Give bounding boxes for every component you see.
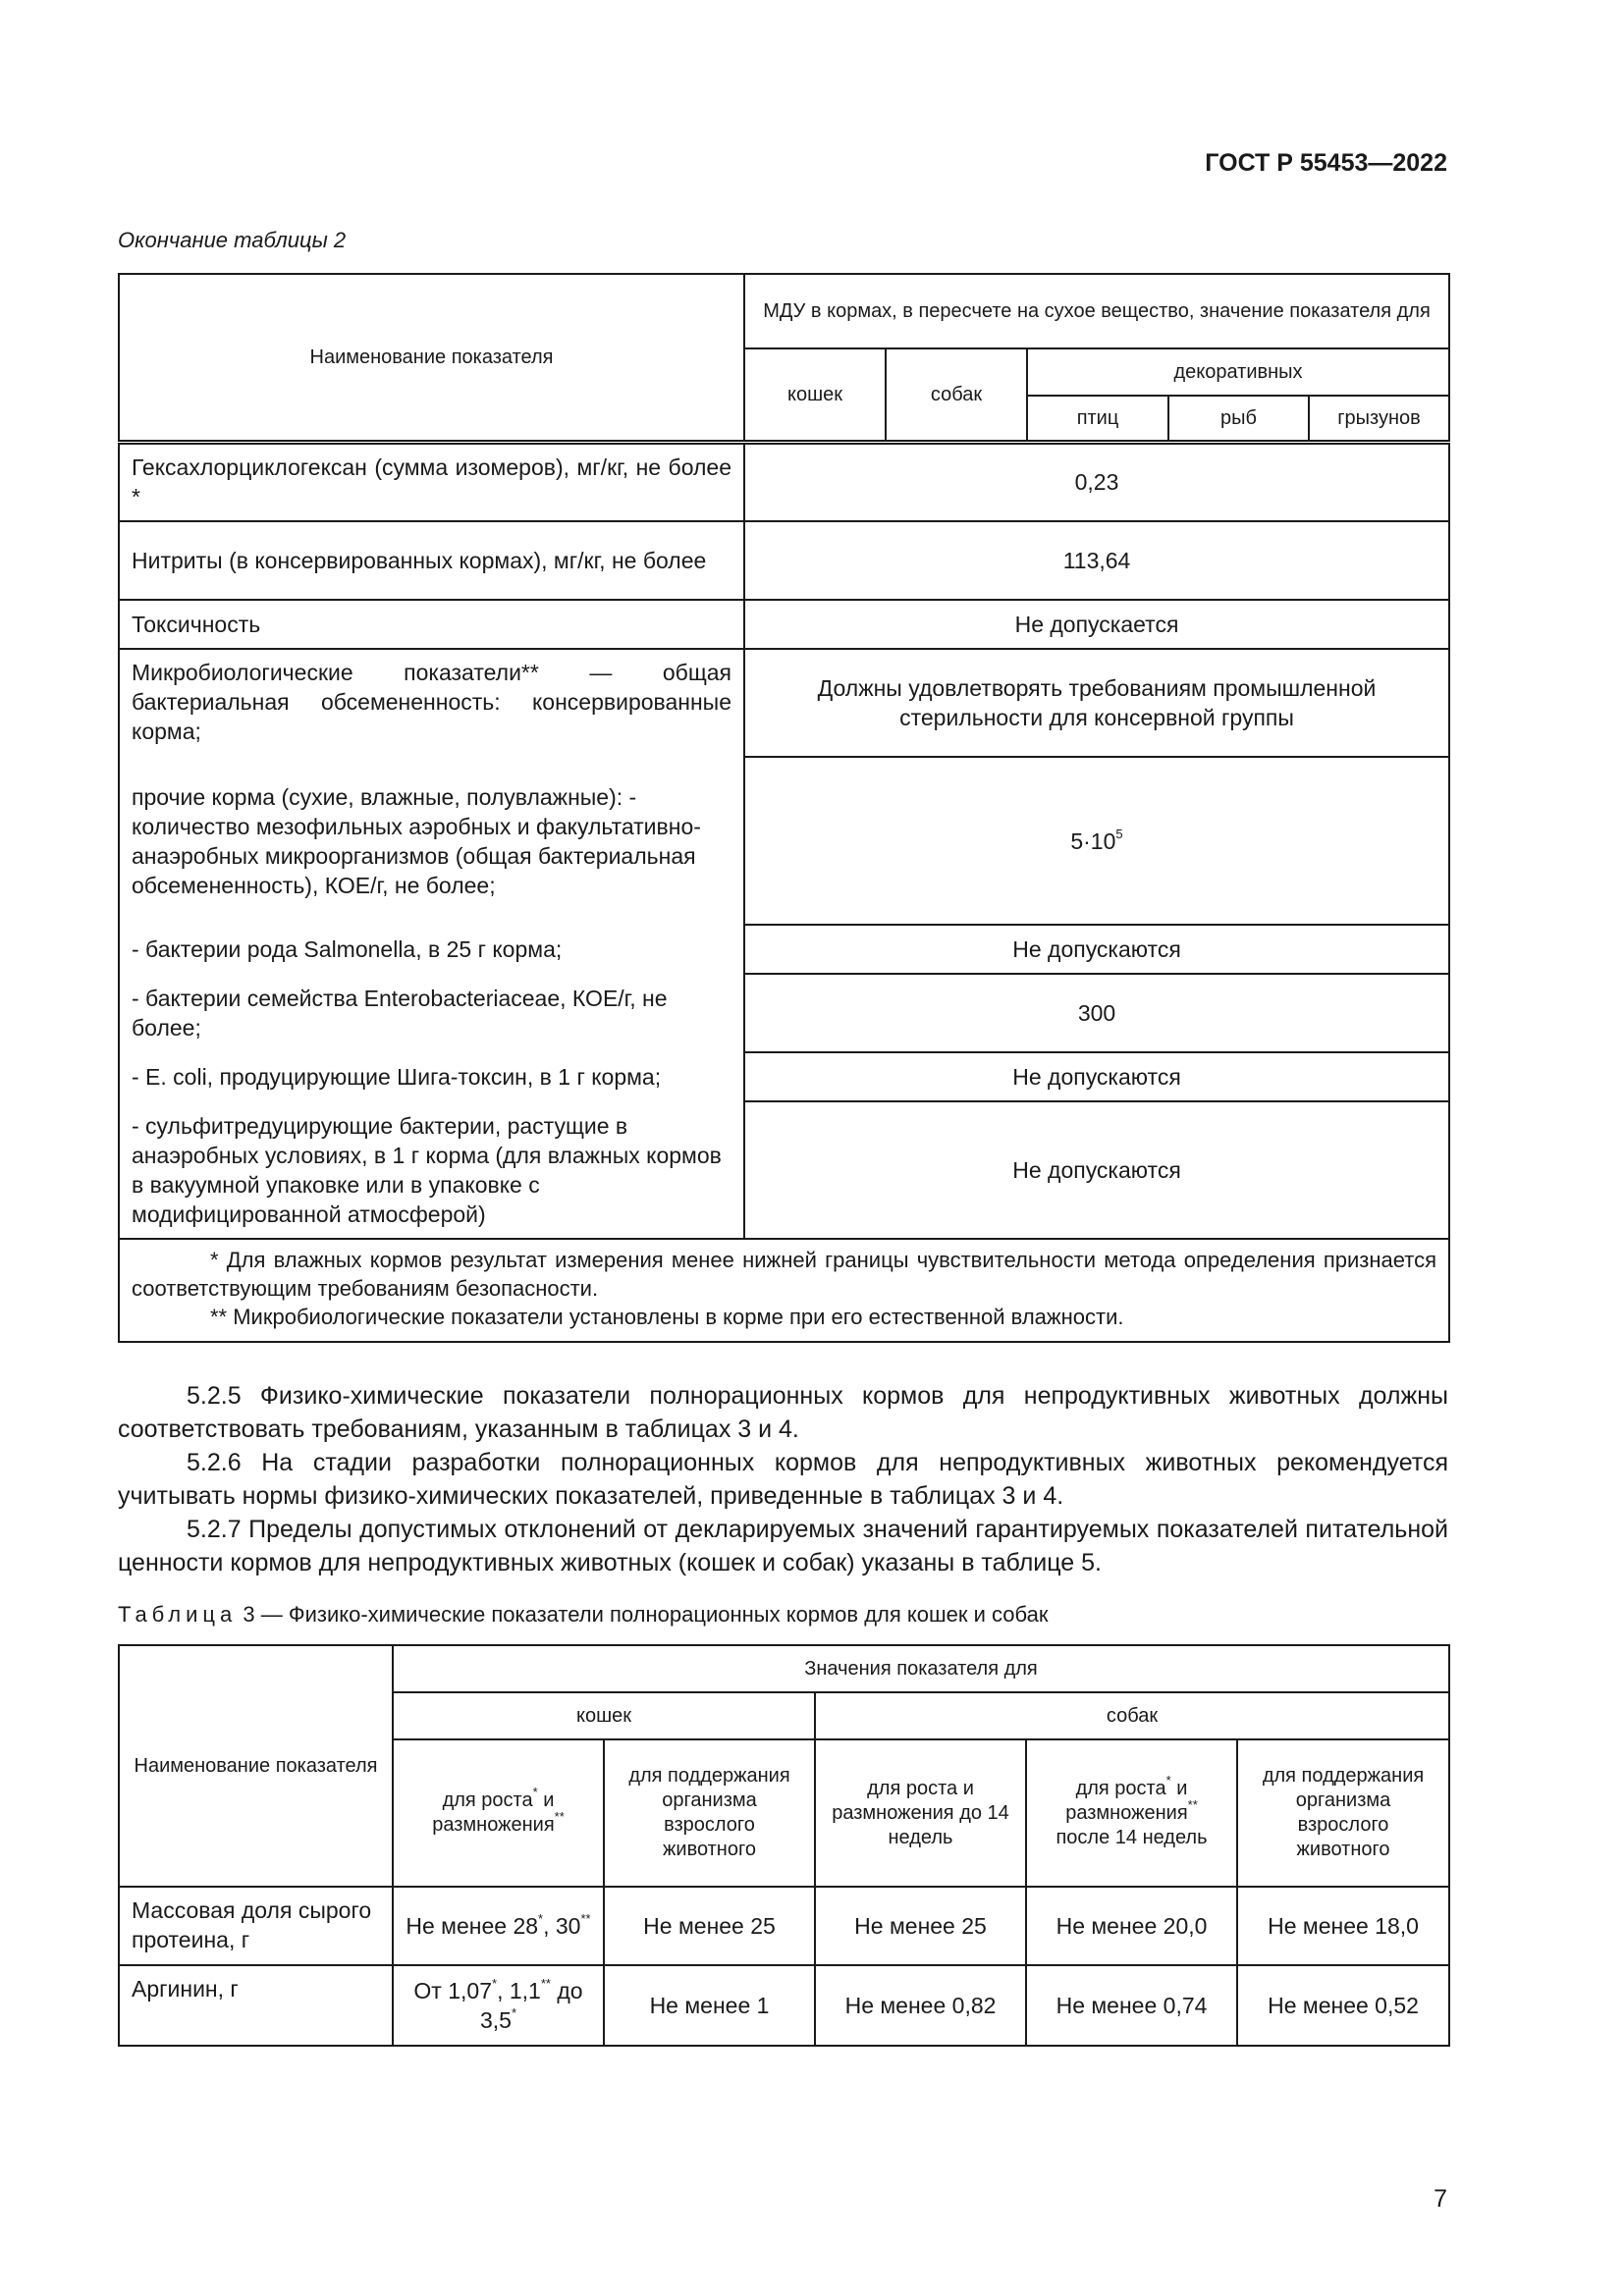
table2-caption: Окончание таблицы 2 xyxy=(118,228,347,252)
table-row xyxy=(119,521,1449,600)
table2-header-cats: кошек xyxy=(744,348,886,442)
row-name: - бактерии рода Salmonella, в 25 г корма; xyxy=(119,925,744,974)
cell-cat-growth: От 1,07*, 1,1** до 3,5* xyxy=(393,1965,604,2046)
row-value xyxy=(744,757,1449,925)
table2-header-rodents: грызунов xyxy=(1309,396,1449,442)
table2-header-birds: птиц xyxy=(1027,396,1168,442)
table3-header-dogs: собак xyxy=(815,1692,1449,1739)
row-value: Не допускается xyxy=(744,600,1449,649)
table-row xyxy=(119,757,1449,925)
row-value: 113,64 xyxy=(744,521,1449,600)
table3-caption-text: 3 — Физико-химические показатели полнорационных кормов для кошек и собак xyxy=(243,1602,1049,1627)
row-value: Не допускаются xyxy=(744,1101,1449,1239)
paragraph-5-2-6: 5.2.6 На стадии разработки полнорационных кормов для непродуктивных животных рекомендуется учитывать нормы физико-химических показателей, приведенные в таблицах 3 и 4. xyxy=(118,1449,1448,1510)
row-name: Гексахлорциклогексан (сумма изомеров), мг/кг, не более * xyxy=(119,442,744,521)
table3-header-name: Наименование показателя xyxy=(119,1645,393,1887)
cell-cat-adult: Не менее 1 xyxy=(604,1965,815,2046)
note-1: * Для влажных кормов результат измерения менее нижней границы чувствительности метода определения признается соответствующим требованиям безопасности. xyxy=(132,1248,1437,1301)
table3-header-values-for: Значения показателя для xyxy=(393,1645,1449,1692)
cell-dog-growth-after-14: Не менее 0,74 xyxy=(1026,1965,1237,2046)
table2-header-name: Наименование показателя xyxy=(119,274,744,442)
value-base: 5·10 xyxy=(1070,828,1116,854)
table2-header-decorative: декоративных xyxy=(1027,348,1449,396)
note-2: ** Микробиологические показатели установлены в корме при его естественной влажности. xyxy=(210,1305,1124,1329)
table3-caption-label: Таблица xyxy=(118,1602,238,1627)
table-row xyxy=(119,1965,1449,2046)
table-row xyxy=(119,1887,1449,1965)
table3-header-cats: кошек xyxy=(393,1692,815,1739)
body-text xyxy=(118,1379,1448,1579)
row-name: Аргинин, г xyxy=(119,1965,393,2046)
cell-dog-adult: Не менее 0,52 xyxy=(1237,1965,1449,2046)
table3-header-dog-growth-after-14: для роста* и размножения** после 14 недель xyxy=(1026,1739,1237,1887)
paragraph-5-2-7: 5.2.7 Пределы допустимых отклонений от декларируемых значений гарантируемых показателей питательной ценности кормов для непродуктивных животных (кошек и собак) указаны в таблице 5. xyxy=(118,1516,1448,1576)
table3-header-cat-adult: для поддержания организма взрослого животного xyxy=(604,1739,815,1887)
document-code: ГОСТ Р 55453—2022 xyxy=(1205,149,1447,177)
table2-header-fish: рыб xyxy=(1168,396,1309,442)
row-value: 0,23 xyxy=(744,442,1449,521)
table2-header-mdu: МДУ в кормах, в пересчете на сухое вещество, значение показателя для xyxy=(744,274,1449,348)
cell-dog-growth-after-14: Не менее 20,0 xyxy=(1026,1887,1237,1965)
row-name: Массовая доля сырого протеина, г xyxy=(119,1887,393,1965)
row-name: - сульфитредуцирующие бактерии, растущие в анаэробных условиях, в 1 г корма (для влажных кормов в вакуумной упаковке или в упаковке с модифицированной атмосферой) xyxy=(119,1101,744,1239)
row-name: - E. coli, продуцирующие Шига-токсин, в 1 г корма; xyxy=(119,1052,744,1101)
row-value: Не допускаются xyxy=(744,925,1449,974)
row-name: Микробиологические показатели** — общая бактериальная обсемененность: консервированные корма; xyxy=(119,649,744,757)
table2 xyxy=(118,273,1450,1343)
table3-header-dog-adult: для поддержания организма взрослого животного xyxy=(1237,1739,1449,1887)
row-name: прочие корма (сухие, влажные, полувлажные): - количество мезофильных аэробных и факультативно-анаэробных микроорганизмов (общая бактериальная обсемененность), КОЕ/г, не более; xyxy=(119,757,744,925)
table3 xyxy=(118,1644,1450,2047)
cell-dog-growth-14: Не менее 25 xyxy=(815,1887,1026,1965)
row-value: Не допускаются xyxy=(744,1052,1449,1101)
table-row xyxy=(119,649,1449,757)
table-row xyxy=(119,974,1449,1052)
value-exponent: 5 xyxy=(1115,826,1123,841)
row-value: Должны удовлетворять требованиям промышленной стерильности для консервной группы xyxy=(744,649,1449,757)
table3-header-cat-growth: для роста* и размножения** xyxy=(393,1739,604,1887)
table-row xyxy=(119,442,1449,521)
table3-caption xyxy=(118,1602,1048,1628)
table-row xyxy=(119,925,1449,974)
table-notes-row xyxy=(119,1239,1449,1342)
cell-cat-growth: Не менее 28*, 30** xyxy=(393,1887,604,1965)
row-name: Нитриты (в консервированных кормах), мг/кг, не более xyxy=(119,521,744,600)
page-number: 7 xyxy=(1434,2185,1447,2213)
paragraph-5-2-5: 5.2.5 Физико-химические показатели полнорационных кормов для непродуктивных животных должны соответствовать требованиям, указанным в таблицах 3 и 4. xyxy=(118,1382,1448,1443)
table-row xyxy=(119,600,1449,649)
cell-dog-adult: Не менее 18,0 xyxy=(1237,1887,1449,1965)
table-row xyxy=(119,1101,1449,1239)
table-row xyxy=(119,1052,1449,1101)
table2-header-dogs: собак xyxy=(886,348,1027,442)
table2-notes xyxy=(119,1239,1449,1342)
row-name: Токсичность xyxy=(119,600,744,649)
table3-header-dog-growth-14: для роста и размножения до 14 недель xyxy=(815,1739,1026,1887)
row-value: 300 xyxy=(744,974,1449,1052)
cell-cat-adult: Не менее 25 xyxy=(604,1887,815,1965)
cell-dog-growth-14: Не менее 0,82 xyxy=(815,1965,1026,2046)
row-name: - бактерии семейства Enterobacteriaceae, КОЕ/г, не более; xyxy=(119,974,744,1052)
